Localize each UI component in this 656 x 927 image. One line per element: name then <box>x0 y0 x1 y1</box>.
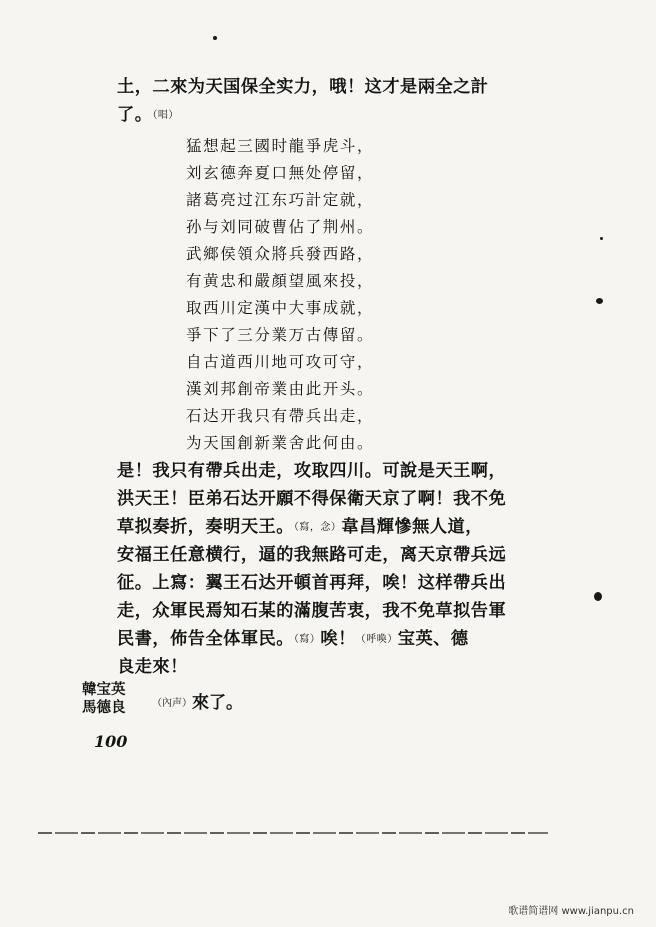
prose-line: 走，众軍民焉知石某的滿腹苦衷，我不免草拟告軍 <box>117 601 507 621</box>
prose-line <box>117 628 469 651</box>
prose-line <box>117 516 483 539</box>
bottom-rule-divider <box>38 832 548 834</box>
scan-speck <box>213 36 217 40</box>
prose-line: 是！我只有帶兵出走，攻取四川。可說是天王啊， <box>117 461 507 481</box>
verse-line: 武鄉侯領众將兵發西路， <box>186 245 375 263</box>
scan-speck <box>596 298 603 304</box>
stage-direction-offstage: （內声） <box>152 698 192 709</box>
verse-line: 刘玄德奔夏口無处停留， <box>186 164 375 182</box>
verse-line: 自古道西川地可攻可守， <box>186 353 375 371</box>
verse-line: 猛想起三國时龍爭虎斗， <box>186 137 375 155</box>
verse-line: 为天国創新業舍此何由。 <box>186 434 375 452</box>
stage-direction: （寫） <box>293 634 321 645</box>
page-number: 100 <box>94 732 128 751</box>
prose-text: 韋昌輝慘無人道， <box>341 517 483 537</box>
prose-line-2 <box>117 104 179 127</box>
speaker-line <box>152 688 243 713</box>
verse-line: 漢刘邦創帝業由此开头。 <box>186 380 375 398</box>
prose-line: 洪天王！臣弟石达开願不得保衛天京了啊！我不免 <box>117 489 507 509</box>
verse-line: 有黄忠和嚴顏望風來投， <box>186 272 375 290</box>
speaker-name: 馬德良 <box>82 699 126 716</box>
stage-direction-sing: （唱） <box>152 110 179 121</box>
verse-line: 石达开我只有帶兵出走， <box>186 407 375 425</box>
prose-text: 民書，佈告全体軍民。 <box>117 629 294 649</box>
scan-speck <box>594 592 602 601</box>
prose-text: 唉！ <box>320 629 356 649</box>
speaker-name: 韓宝英 <box>82 681 126 698</box>
prose-line-1: 土，二來为天国保全实力，哦！这才是兩全之計 <box>117 77 489 97</box>
speaker-reply: 來了。 <box>192 693 243 713</box>
verse-line: 取西川定漢中大事成就， <box>186 299 375 317</box>
prose-line-2-text: 了。 <box>117 105 153 125</box>
verse-line: 孙与刘同破曹佔了荆州。 <box>186 218 375 236</box>
stage-direction: （呼喚） <box>355 634 398 645</box>
stage-direction: （寫，念） <box>293 522 342 533</box>
prose-text: 宝英、德 <box>397 629 469 649</box>
prose-line: 征。上寫：翼王石达开頓首再拜，唉！这样帶兵出 <box>117 573 507 593</box>
prose-text: 草拟奏折，奏明天王。 <box>117 517 294 537</box>
prose-line: 安福王任意横行，逼的我無路可走，离天京帶兵远 <box>117 545 507 565</box>
speaker-names <box>82 681 126 717</box>
watermark: 歌谱简谱网 www.jianpu.cn <box>508 906 634 917</box>
verse-line: 爭下了三分業万古傳留。 <box>186 326 375 344</box>
scan-speck <box>600 237 603 240</box>
verse-line: 諸葛亮过江东巧計定就， <box>186 191 375 209</box>
prose-line: 良走來！ <box>117 657 188 677</box>
